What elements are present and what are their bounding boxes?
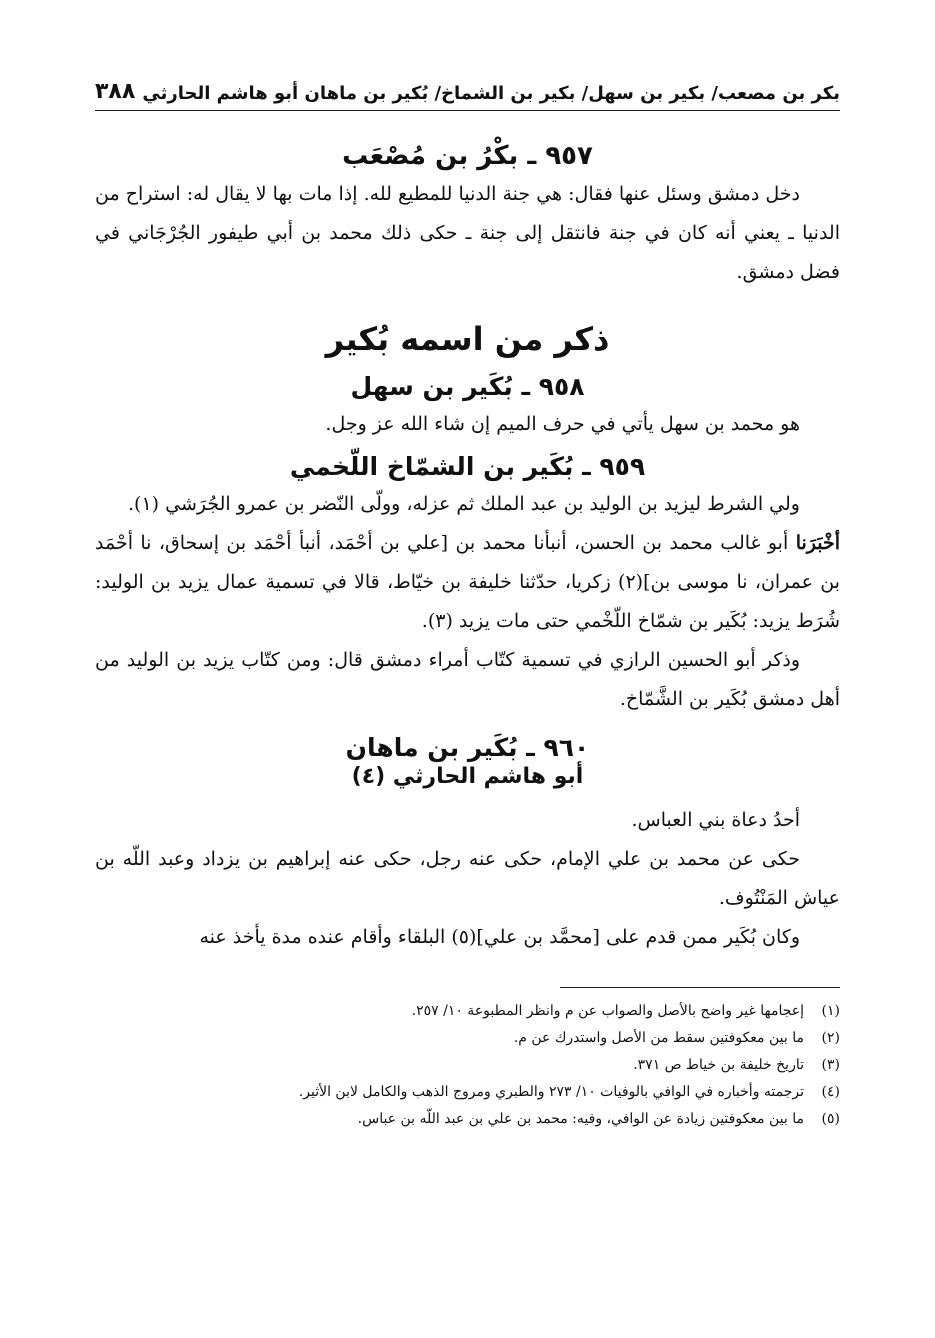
entry-957-heading: ٩٥٧ ـ بكْرُ بن مُصْعَب [342, 141, 593, 171]
footnote-text: ما بين معكوفتين سقط من الأصل واستدرك عن م. [513, 1030, 804, 1046]
entry-960-subheading: أبو هاشم الحارثي (٤) [351, 764, 584, 789]
entry-958-text: هو محمد بن سهل يأتي في حرف الميم إن شاء الله عز وجل. [325, 413, 800, 435]
footnote-number: (٤) [821, 1084, 840, 1100]
footnote-number: (٢) [821, 1030, 840, 1046]
entry-959-paragraph-1: ولي الشرط ليزيد بن الوليد بن عبد الملك ثم عزله، وولّى النّضر بن عمرو الجُرَشي (١). [127, 493, 800, 515]
footnote-text: تاريخ خليفة بن خياط ص ٣٧١. [633, 1057, 804, 1073]
footnote-separator [560, 987, 840, 988]
footnote-number: (٥) [821, 1111, 840, 1127]
footnote-text: إعجامها غير واضح بالأصل والصواب عن م وانظر المطبوعة ١٠/ ٢٥٧. [411, 1003, 804, 1019]
isnad-lead-word: أخْبَرَنا [795, 532, 841, 554]
entry-958-heading: ٩٥٨ ـ بُكَير بن سهل [350, 372, 585, 401]
section-title: ذكر من اسمه بُكير [325, 320, 610, 358]
footnote [95, 1025, 840, 1052]
footnote [95, 1079, 840, 1106]
entry-959-paragraph-3: وذكر أبو الحسين الرازي في تسمية كتّاب أمراء دمشق قال: ومن كتّاب يزيد بن الوليد من أهل دمشق بُكَير بن الشَّمّاخ. [95, 649, 840, 710]
footnote-text: ترجمته وأخباره في الوافي بالوفيات ١٠/ ٢٧٣ والطبري ومروج الذهب والكامل لابن الأثير. [298, 1084, 804, 1100]
running-header [95, 70, 840, 111]
entry-959-paragraph-2 [95, 524, 840, 641]
running-title: بكر بن مصعب/ بكير بن سهل/ بكير بن الشماخ/ بُكير بن ماهان أبو هاشم الحارثي [142, 83, 840, 104]
entry-960-paragraph-3: وكان بُكَير ممن قدم على [محمَّد بن علي](٥) البلقاء وأقام عنده مدة يأخذ عنه [199, 926, 800, 948]
footnote [95, 1052, 840, 1079]
footnote-number: (٣) [821, 1057, 840, 1073]
entry-959-paragraph-2-text: أبو غالب محمد بن الحسن، أنبأنا محمد بن [علي بن أحْمَد، أنبأ أحْمَد بن إسحاق، نا أحْمَد بن عمران، نا موسى بن](٢) زكريا، حدّثنا خليفة بن خيّاط، قالا في تسمية عمال يزيد بن الوليد: شُرَط يزيد: بُكَير بن شمّاخ اللّخْمي حتى مات يزيد (٣). [95, 532, 840, 632]
entry-959-heading: ٩٥٩ ـ بُكَير بن الشمّاخ اللّخمي [289, 452, 646, 481]
footnote-text: ما بين معكوفتين زيادة عن الوافي، وفيه: محمد بن علي بن عبد اللّه بن عباس. [357, 1111, 804, 1127]
entry-960-paragraph-2: حكى عن محمد بن علي الإمام، حكى عنه رجل، حكى عنه إبراهيم بن يزداد وعبد اللّه بن عياش المَنْتُوف. [95, 848, 840, 909]
page-number: ٣٨٨ [95, 79, 136, 104]
footnotes [95, 998, 840, 1133]
entry-957-text: دخل دمشق وسئل عنها فقال: هي جنة الدنيا للمطيع لله. إذا مات بها لا يقال له: استراح من الدنيا ـ يعني أنه كان في جنة فانتقل إلى جنة ـ حكى ذلك محمد بن أبي طيفور الجُرْجَاني في فضل دمشق. [95, 183, 840, 283]
footnote [95, 998, 840, 1025]
entry-960-heading: ٩٦٠ ـ بُكَير بن ماهان [345, 733, 590, 762]
entry-960-paragraph-1: أحدُ دعاة بني العباس. [631, 809, 800, 831]
footnote [95, 1106, 840, 1133]
footnote-number: (١) [821, 1003, 840, 1019]
